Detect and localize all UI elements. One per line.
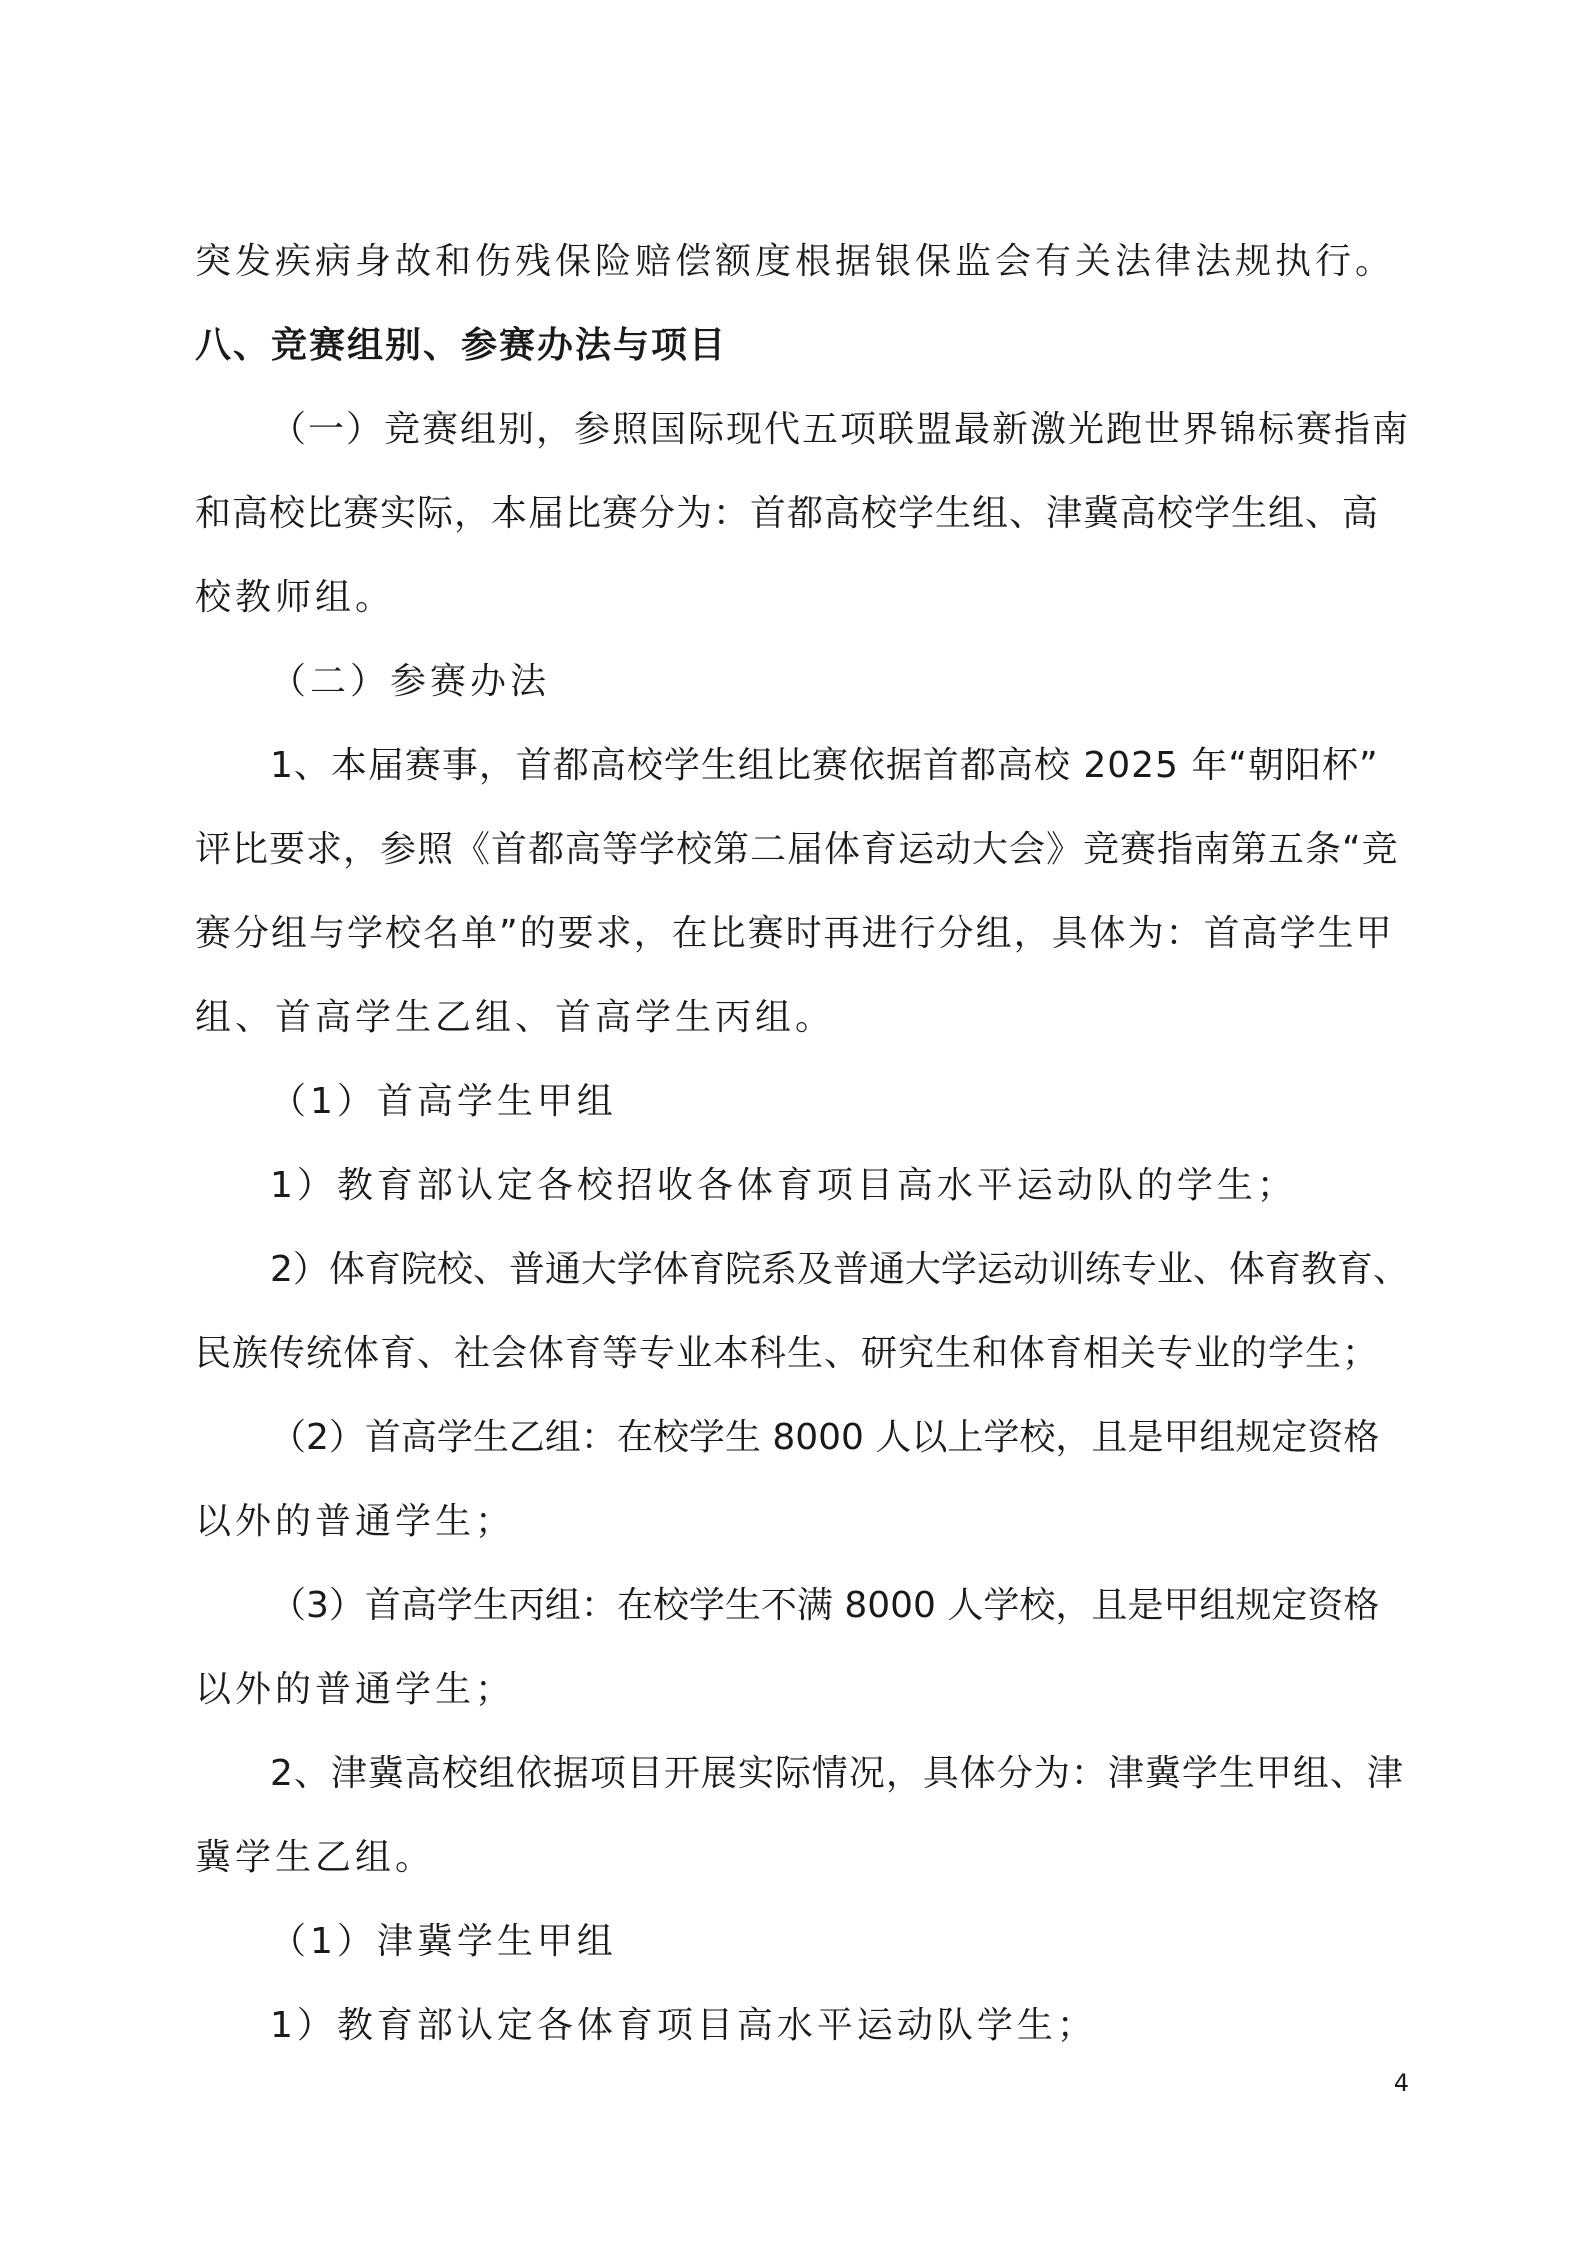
document-body	[195, 220, 1410, 2068]
paragraph-line: （1）首高学生甲组	[270, 1081, 617, 1122]
paragraph-line: 评比要求，参照《首都高等学校第二届体育运动大会》竞赛指南第五条“竞	[195, 829, 1399, 870]
paragraph-line: （1）津冀学生甲组	[270, 1921, 617, 1962]
paragraph-line: （二）参赛办法	[270, 661, 551, 702]
page-number: 4	[1393, 2069, 1409, 2097]
paragraph-line: 民族传统体育、社会体育等专业本科生、研究生和体育相关专业的学生；	[195, 1333, 1380, 1374]
paragraph-line: 1、本届赛事，首都高校学生组比赛依据首都高校 2025 年“朝阳杯”	[270, 745, 1379, 786]
paragraph-line: 以外的普通学生；	[195, 1501, 516, 1542]
paragraph-line: 组、首高学生乙组、首高学生丙组。	[195, 997, 836, 1038]
paragraph-line: 校教师组。	[195, 577, 396, 618]
paragraph-line: 赛分组与学校名单”的要求，在比赛时再进行分组，具体为：首高学生甲	[195, 913, 1394, 954]
paragraph-line: （3）首高学生丙组：在校学生不满 8000 人学校，且是甲组规定资格	[270, 1585, 1380, 1626]
paragraph-line: （2）首高学生乙组：在校学生 8000 人以上学校，且是甲组规定资格	[270, 1417, 1380, 1458]
paragraph-line: 冀学生乙组。	[195, 1837, 436, 1878]
paragraph-line: （一）竞赛组别，参照国际现代五项联盟最新激光跑世界锦标赛指南	[270, 409, 1411, 450]
paragraph-line: 2、津冀高校组依据项目开展实际情况，具体分为：津冀学生甲组、津	[270, 1753, 1404, 1794]
section-heading: 八、竞赛组别、参赛办法与项目	[195, 325, 728, 366]
paragraph-line: 和高校比赛实际，本届比赛分为：首都高校学生组、津冀高校学生组、高	[195, 493, 1380, 534]
paragraph-line: 1）教育部认定各体育项目高水平运动队学生；	[270, 2005, 1097, 2046]
paragraph-line: 2）体育院校、普通大学体育院系及普通大学运动训练专业、体育教育、	[270, 1249, 1409, 1290]
paragraph-line: 突发疾病身故和伤残保险赔偿额度根据银保监会有关法律法规执行。	[195, 241, 1396, 282]
paragraph-line: 1）教育部认定各校招收各体育项目高水平运动队的学生；	[270, 1165, 1297, 1206]
paragraph-line: 以外的普通学生；	[195, 1669, 516, 1710]
